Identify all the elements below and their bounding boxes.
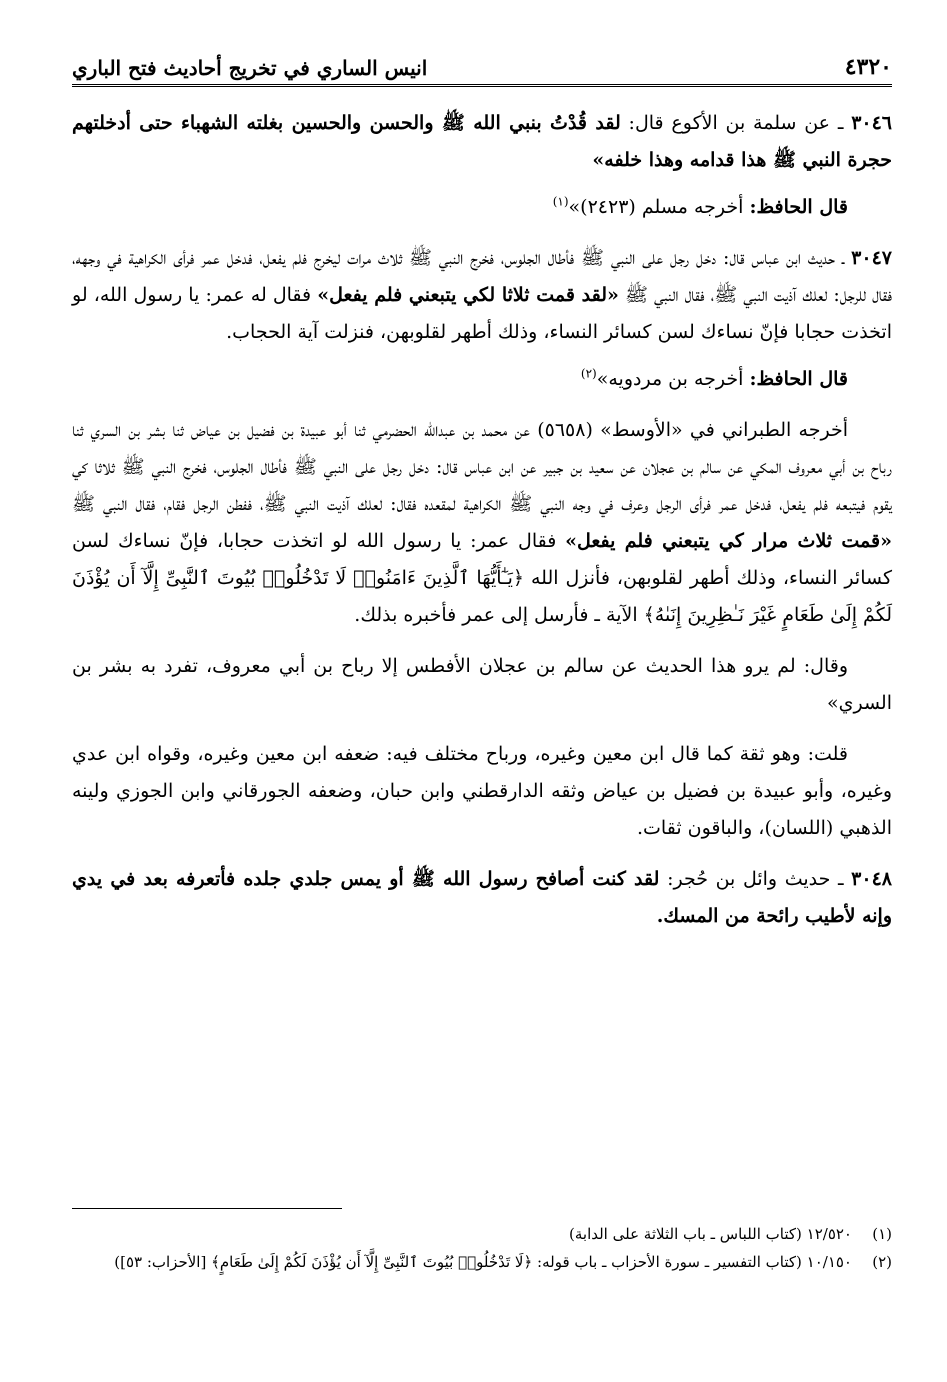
- entry-number: ٣٠٤٨: [851, 868, 892, 890]
- hafiz-note-3047: [72, 361, 892, 398]
- entry-number: ٣٠٤٦: [851, 112, 893, 134]
- entry-number: ٣٠٤٧: [851, 247, 892, 269]
- entry-intro: ـ حديث وائل بن حُجر:: [667, 868, 844, 890]
- hafiz-text: أخرجه مسلم (٢٤٢٣)»: [568, 196, 744, 218]
- hafiz-label: قال الحافظ:: [749, 196, 848, 218]
- tabarani-text-1: أخرجه الطبراني في «الأوسط» (٥٦٥٨) عن محمد بن عبدالله الحضرمي ثنا أبو عبيدة بن فضيل بن عياض ثنا بشر بن السري ثنا رباح بن أبي معروف المكي عن سالم بن عجلان عن سعيد بن جبير عن ابن عباس قال: دخل رجل على النبي ﷺ فأطال الجلوس، فخرج النبي ﷺ ثلاثا كي يقوم فيتبعه فلم يفعل، فدخل عمر فرأى الرجل وعرف في وجه النبي ﷺ الكراهية لمقعده فقال: لعلك آذيت النبي ﷺ، ففطن الرجل فقام، فقال النبي ﷺ: [72, 419, 893, 515]
- tabarani-paragraph: [72, 412, 892, 634]
- hadith-text: لقد قُدْتُ بنبي الله ﷺ والحسن والحسين بغلته الشهباء حتى أدخلتهم حجرة النبي ﷺ هذا قدامه وهذا خلفه»: [72, 112, 892, 171]
- footnote-ref: (١): [552, 194, 569, 209]
- tabarani-hadith: «قمت ثلاث مرار كي يتبعني فلم يفعل»: [565, 530, 892, 552]
- page: [72, 40, 892, 945]
- hadith-entry-3047: [72, 240, 892, 351]
- hafiz-note-3046: [72, 189, 892, 226]
- footnote-text: ١٠/١٥٠ (كتاب التفسير ـ سورة الأحزاب ـ باب قوله: ﴿لَا تَدْخُلُوا۟ بُيُوتَ ٱلنَّبِىِّ إِلَّآ أَن يُؤْذَنَ لَكُمْ إِلَىٰ طَعَامٍ﴾ [الأحزاب: ٥٣]): [114, 1253, 852, 1271]
- qala-paragraph: وقال: لم يرو هذا الحديث عن سالم بن عجلان الأفطس إلا رباح بن أبي معروف، تفرد به بشر بن السري»: [72, 655, 892, 714]
- hafiz-label: قال الحافظ:: [749, 368, 848, 390]
- footnote-1: [72, 1220, 892, 1248]
- footnote-2: [72, 1248, 892, 1276]
- footnote-ref: (٢): [580, 366, 597, 381]
- entry-outro: فقال له عمر: يا رسول الله، لو اتخذت حجابا فإنّ نساءك لسن كسائر النساء، وذلك أطهر لقلوبهن، فنزلت آية الحجاب.: [72, 284, 892, 343]
- tabarani-text-2: فقال عمر: يا رسول الله لو اتخذت حجابا، فإنّ نساءك لسن كسائر النساء، وذلك أطهر لقلوبهن، فأنزل الله ﴿يَـٰٓأَيُّهَا ٱلَّذِينَ ءَامَنُوا۟ لَا تَدْخُلُوا۟ بُيُوتَ ٱلنَّبِىِّ إِلَّآ أَن يُؤْذَنَ لَكُمْ إِلَىٰ طَعَامٍ غَيْرَ نَـٰظِرِينَ إِنَىٰهُ﴾ الآية ـ فأرسل إلى عمر فأخبره بذلك.: [72, 530, 892, 626]
- body-text: [72, 105, 892, 935]
- book-title: انيس الساري في تخريج أحاديث فتح الباري: [72, 56, 428, 80]
- hadith-text: لقد كنت أصافح رسول الله ﷺ أو يمس جلدي جلده فأتعرفه بعد في يدي وإنه لأطيب رائحة من المسك.: [72, 868, 892, 927]
- page-header: [72, 40, 892, 87]
- footnote-number: (١): [872, 1225, 892, 1243]
- hafiz-text: أخرجه بن مردويه»: [596, 368, 744, 390]
- footnote-text: ١٢/٥٢٠ (كتاب اللباس ـ باب الثلاثة على الدابة): [569, 1225, 852, 1243]
- footnote-number: (٢): [872, 1253, 892, 1271]
- footnote-divider: [72, 1208, 342, 1209]
- hadith-entry-3046: [72, 105, 892, 179]
- hadith-text: «لقد قمت ثلاثا لكي يتبعني فلم يفعل»: [317, 284, 619, 306]
- hadith-entry-3048: [72, 861, 892, 935]
- entry-intro: ـ عن سلمة بن الأكوع قال:: [628, 112, 844, 134]
- qultu-paragraph: قلت: وهو ثقة كما قال ابن معين وغيره، ورباح مختلف فيه: ضعفه ابن معين وغيره، وقواه ابن عدي وغيره، وأبو عبيدة بن فضيل بن عياض وثقه الدارقطني وابن حبان، وضعفه الجورقاني وابن الجوزي ولينه الذهبي (اللسان)، والباقون ثقات.: [72, 743, 892, 839]
- entry-intro: ـ حديث ابن عباس قال: دخل رجل على النبي ﷺ فأطال الجلوس، فخرج النبي ﷺ ثلاث مرات ليخرج فلم يفعل، فدخل عمر فرأى الكراهية في وجهه، فقال للرجل: لعلك آذيت النبي ﷺ، فقال النبي ﷺ: [72, 247, 893, 306]
- page-number: ٤٣٢٠: [844, 54, 892, 80]
- footnotes: [72, 1220, 892, 1276]
